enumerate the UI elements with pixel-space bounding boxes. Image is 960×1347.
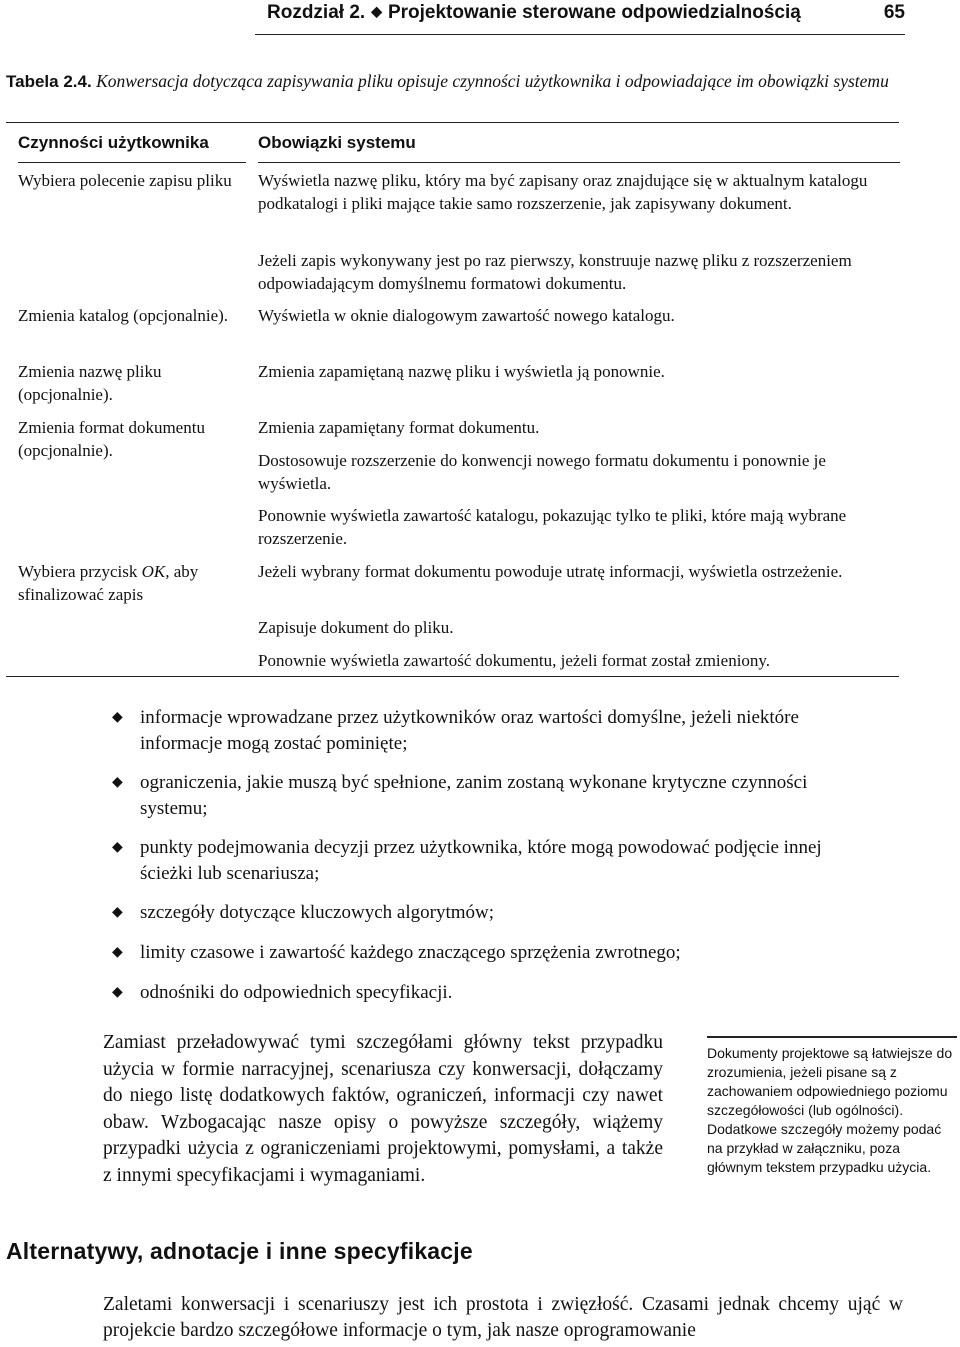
list-item [110, 980, 870, 1006]
list-item-text: odnośniki do odpowiednich specyfikacji. [140, 982, 453, 1003]
table-label: Tabela 2.4. [6, 72, 92, 91]
list-item [110, 940, 870, 966]
user-action-text: Wybiera przycisk [18, 562, 138, 581]
list-item-text: ograniczenia, jakie muszą być spełnione, zanim zostaną wykonane krytyczne czynności systemu; [140, 772, 808, 819]
table-caption-text: Konwersacja dotycząca zapisywania pliku opisuje czynności użytkownika i odpowiadające im obowiązki systemu [96, 71, 889, 91]
list-item-text: informacje wprowadzane przez użytkowników oraz wartości domyślne, jeżeli niektóre informacje mogą zostać pominięte; [140, 707, 799, 754]
table-bottom-rule [6, 676, 899, 677]
column-header-system-responsibilities: Obowiązki systemu [258, 133, 416, 152]
chapter-label: Rozdział 2. [267, 2, 366, 23]
list-item-text: szczegóły dotyczące kluczowych algorytmów; [140, 902, 494, 923]
diamond-icon: ◆ [371, 3, 382, 19]
system-responsibility-cell: Ponownie wyświetla zawartość katalogu, pokazując tylko te pliki, które mają wybrane rozszerzenie. [258, 506, 847, 548]
table-caption [6, 68, 906, 95]
system-responsibility-cell: Ponownie wyświetla zawartość dokumentu, jeżeli format został zmieniony. [258, 651, 771, 670]
system-responsibility-cell: Wyświetla w oknie dialogowym zawartość nowego katalogu. [258, 306, 675, 325]
margin-note: Dokumenty projektowe są łatwiejsze do zrozumienia, jeżeli pisane są z zachowaniem odpowiedniego poziomu szczegółowości (lub ogólności). Dodatkowe szczegóły możemy podać na przykład w załączniku, poza głównym tekstem przypadku użycia. [707, 1036, 957, 1177]
system-responsibility-cell: Zmienia zapamiętany format dokumentu. [258, 418, 540, 437]
section-paragraph: Zaletami konwersacji i scenariuszy jest ich prostota i zwięzłość. Czasami jednak chcemy ująć w projekcie bardzo szczegółowe informacje o tym, jak nasze oprogramowanie [103, 1294, 903, 1341]
system-responsibility-cell: Zmienia zapamiętaną nazwę pliku i wyświetla ją ponownie. [258, 362, 665, 381]
header-rule-user [18, 162, 246, 163]
system-responsibility-cell: Wyświetla nazwę pliku, który ma być zapisany oraz znajdujące się w aktualnym katalogu podkatalogi i pliki mające takie samo rozszerzenie, jak zapisywany dokument. [258, 171, 868, 213]
user-action-cell: Zmienia nazwę pliku (opcjonalnie). [18, 362, 162, 404]
diamond-bullet-icon: ◆ [112, 905, 123, 920]
system-responsibility-cell: Jeżeli zapis wykonywany jest po raz pierwszy, konstruuje nazwę pliku z rozszerzeniem odpowiadającym domyślnemu formatowi dokumentu. [258, 251, 852, 293]
ok-button-reference: OK, [141, 562, 170, 581]
system-responsibility-cell: Zapisuje dokument do pliku. [258, 618, 454, 637]
user-action-cell: Wybiera polecenie zapisu pliku [18, 171, 232, 190]
diamond-bullet-icon: ◆ [112, 945, 123, 960]
bullet-list [110, 705, 870, 1006]
body-paragraph: Zamiast przeładowywać tymi szczegółami główny tekst przypadku użycia w formie narracyjnej, scenariusza czy konwersacji, dołączamy do niego listę dodatkowych faktów, ograniczeń, informacji czy nawet obaw. Wzbogacając nasze opisy o powyższe szczegóły, wiążemy przypadki użycia z ograniczeniami projektowymi, pomysłami, a także z innymi specyfikacjami i wymaganiami. [103, 1032, 663, 1186]
list-item-text: limity czasowe i zawartość każdego znaczącego sprzężenia zwrotnego; [140, 942, 681, 963]
header-rule-system [258, 162, 900, 163]
list-item [110, 900, 870, 926]
user-action-cell: Zmienia katalog (opcjonalnie). [18, 306, 229, 325]
list-item [110, 705, 870, 757]
system-responsibility-cell: Dostosowuje rozszerzenie do konwencji nowego formatu dokumentu i ponownie je wyświetla. [258, 451, 826, 493]
page-number: 65 [883, 2, 905, 23]
section-heading: Alternatywy, adnotacje i inne specyfikacje [6, 1238, 473, 1264]
diamond-bullet-icon: ◆ [112, 840, 123, 855]
diamond-bullet-icon: ◆ [112, 985, 123, 1000]
table-top-rule [6, 122, 899, 123]
header-title-line [267, 2, 801, 24]
user-action-cell: Zmienia format dokumentu (opcjonalnie). [18, 418, 205, 460]
system-responsibility-cell: Jeżeli wybrany format dokumentu powoduje utratę informacji, wyświetla ostrzeżenie. [258, 562, 843, 581]
diamond-bullet-icon: ◆ [112, 775, 123, 790]
user-action-text: aby sfinalizować zapis [18, 562, 199, 604]
diamond-bullet-icon: ◆ [112, 710, 123, 725]
list-item [110, 835, 870, 887]
list-item [110, 770, 870, 822]
column-header-user-actions: Czynności użytkownika [18, 133, 209, 152]
chapter-title: Projektowanie sterowane odpowiedzialnością [387, 2, 801, 23]
running-header [255, 0, 905, 35]
list-item-text: punkty podejmowania decyzji przez użytkownika, które mogą powodować podjęcie innej ścieżki lub scenariusza; [140, 837, 822, 884]
user-action-cell [18, 560, 243, 606]
